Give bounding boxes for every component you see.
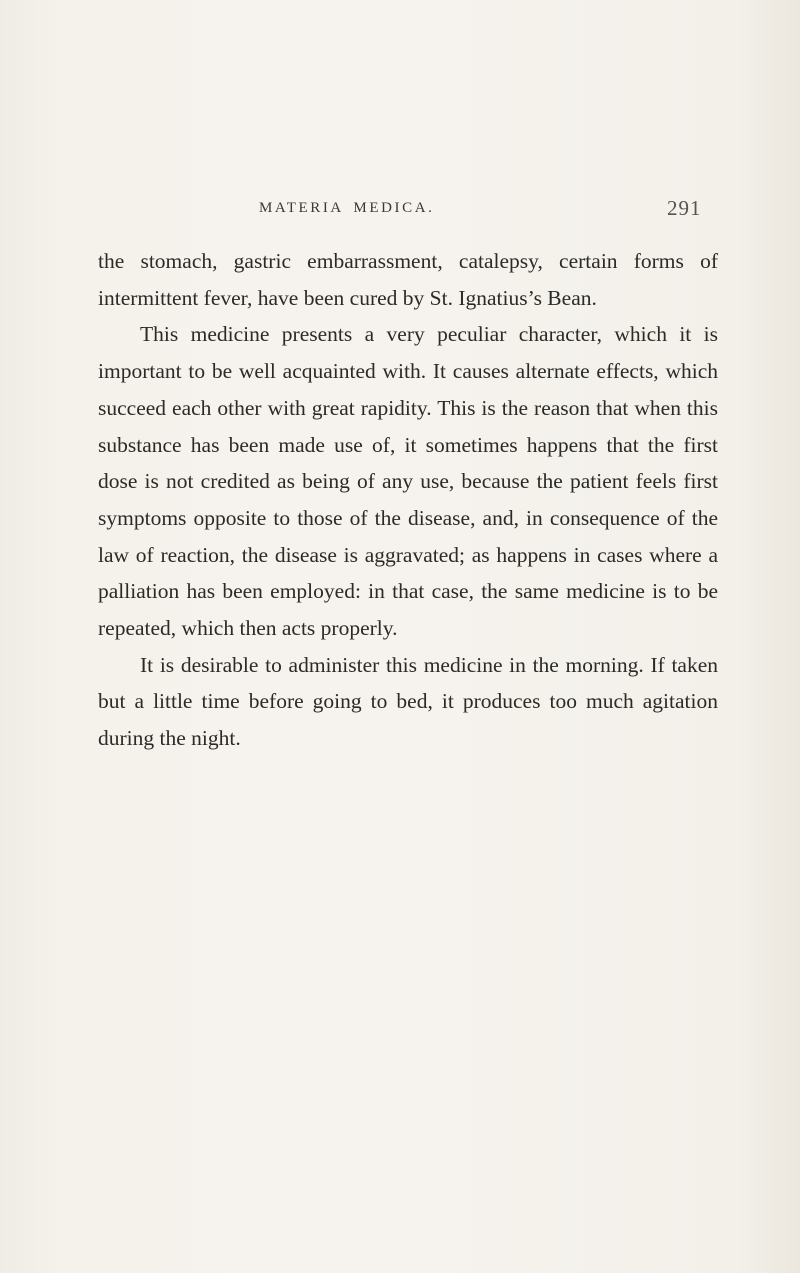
running-title: MATERIA MEDICA. bbox=[259, 200, 435, 216]
running-head bbox=[259, 196, 702, 230]
paragraph-administration: It is desirable to administer this medicine in the morning. If taken but a little time before going to bed, it produces too much agitation during the night. bbox=[98, 652, 718, 751]
paragraph-continuation: the stomach, gastric embarrassment, catalepsy, certain forms of intermittent fever, have been cured by St. Ignatius’s Bean. bbox=[98, 249, 718, 310]
paragraph-character: This medicine presents a very peculiar character, which it is important to be well acquainted with. It causes alternate effects, which succeed each other with great rapidity. This is the reason that when this substance has been made use of, it sometimes happens that the first dose is not credited as being of any use, because the patient feels first symptoms opposite to those of the disease, and, in consequence of the law of reaction, the disease is aggravated; as happens in cases where a palliation has been employed: in that case, the same medicine is to be repeated, which then acts properly. bbox=[98, 322, 718, 641]
page-number: 291 bbox=[667, 196, 702, 220]
body-text bbox=[98, 243, 718, 757]
